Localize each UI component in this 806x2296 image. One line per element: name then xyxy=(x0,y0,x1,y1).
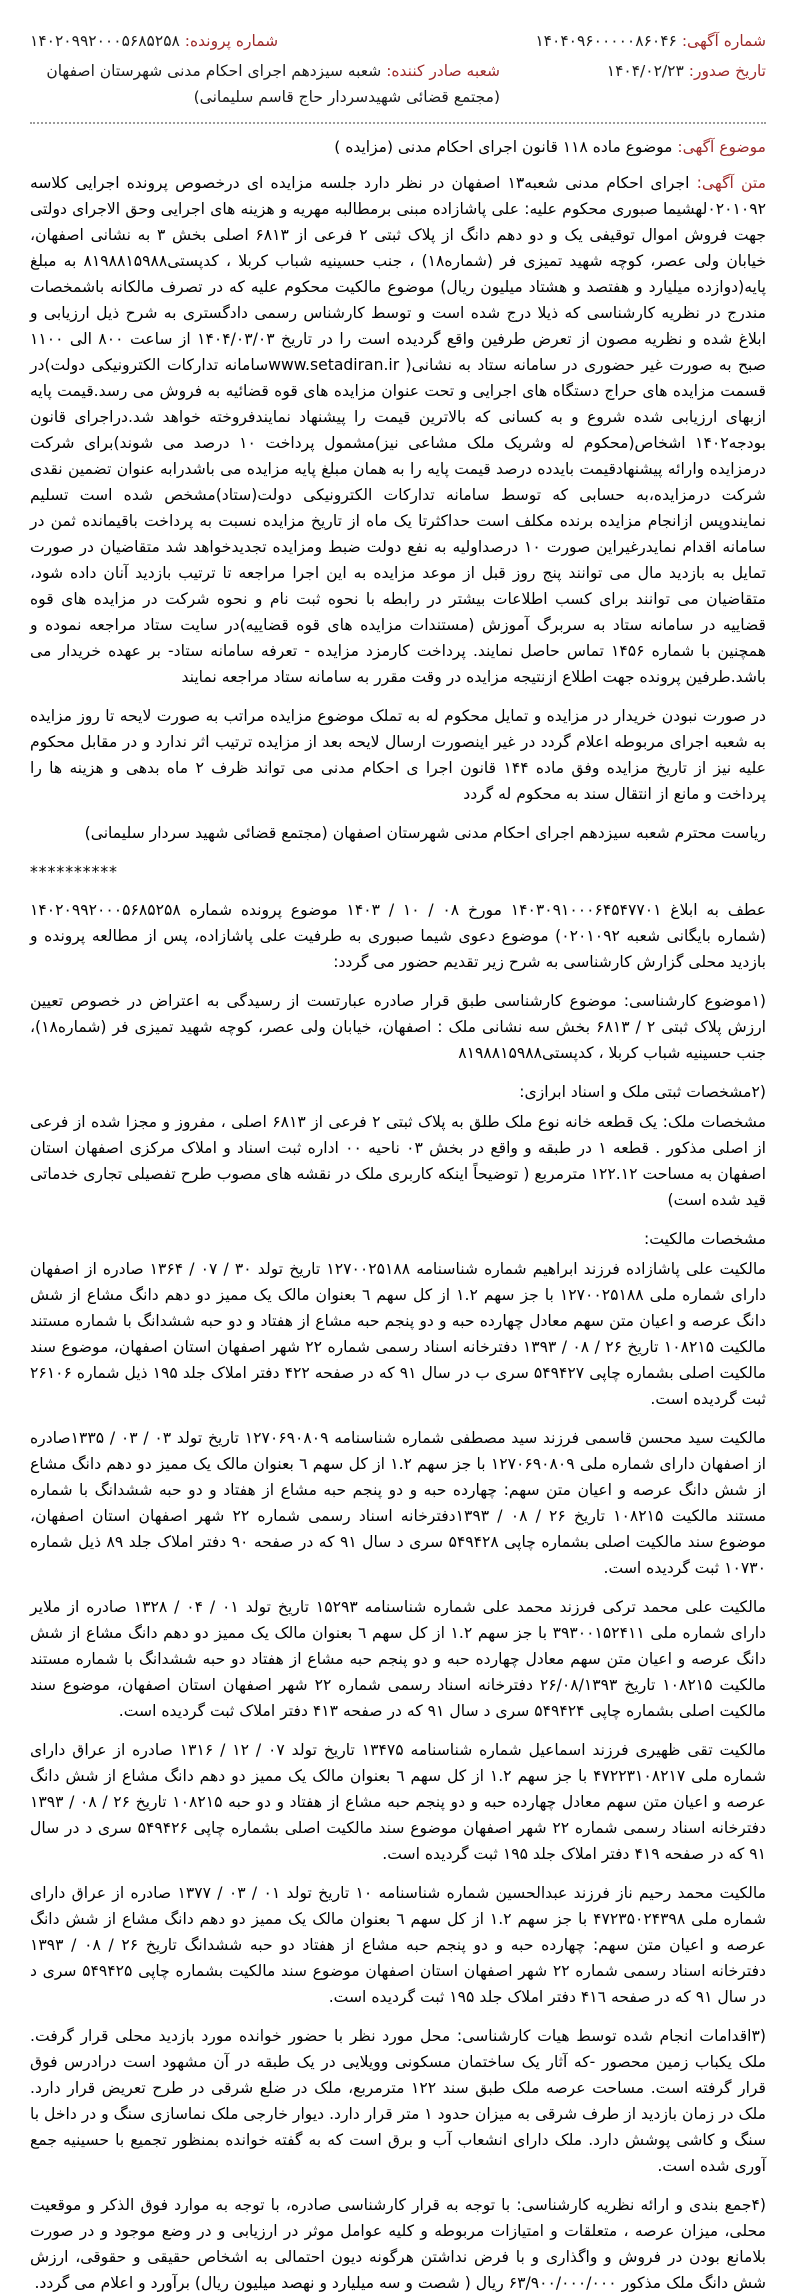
item-3: (۳اقدامات انجام شده توسط هیات کارشناسی: محل مورد نظر با حضور خوانده مورد بازدید محلی قرار گرفت. ملک یکباب زمین محصور -که آثار یک ساختمان مسکونی وویلایی در یک طبقه در آن مشهود است درادرس فوق قرار گرفته است. مساحت عرصه ملک طبق سند ۱۲۲ مترمربع، ملک در ضلع شرقی در طرح تعریض قرار دارد. ملک در زمان بازدید از طرف شرقی به میزان حدود ۱ متر قرار دارد. دیوار خارجی ملک نماسازی سنگ و در داخل با سنگ و کاشی پوشش دارد. ملک دارای انشعاب آب و برق است که به گفته خوانده بمنظور تجمیع با حسینیه جمع آوری شده است. xyxy=(30,2027,766,2175)
reference-paragraph: عطف به ابلاغ ۱۴۰۳۰۹۱۰۰۰۶۴۵۴۷۷۰۱ مورخ ۰۸ / ۱۰ / ۱۴۰۳ موضوع پرونده شماره ۱۴۰۲۰۹۹۲۰۰۰۵۶۸۵۲۵۸ (شماره بایگانی شعبه ۰۲۰۱۰۹۲) موضوع دعوی شیما صبوری به طرفیت علی پاشازاده، پس از مطالعه پرونده و بازدید محلی گزارش کارشناسی به شرح زیر تقدیم حضور می گردد: xyxy=(30,901,767,971)
subject xyxy=(30,134,766,160)
owner-3: مالکیت علی محمد ترکی فرزند محمد علی شماره شناسنامه ۱۵۲۹۳ تاریخ تولد ۰۱ / ۰۴ / ۱۳۲۸ صادره از ملایر دارای شماره ملی ۳۹۳۰۰۱۵۲۴۱۱ با جز سهم ۱.۲ از کل سهم ٦ بعنوان مالک یک ممیز دو دهم دانگ مشاع از شش دانگ عرصه و اعیان متن سهم معادل چهارده حبه و دو پنجم حبه مشاع از هفتاد دو حبه ششدانگ با شماره مستند مالکیت ۱۰۸۲۱۵ تاریخ ۲۶/۰۸/۱۳۹۳ دفترخانه اسناد رسمی شماره ۲۲ شهر اصفهان استان اصفهان، موضوع سند مالکیت اصلی بشماره چاپی ۵۴۹۴۲۴ سری د سال ۹۱ که در صفحه ۴۱۳ دفتر املاک ثبت گردیده است. xyxy=(30,1598,767,1720)
item-2-specs: مشخصات ملک: یک قطعه خانه نوع ملک طلق به پلاک ثبتی ۲ فرعی از ۶۸۱۳ اصلی ، مفروز و مجزا شده از فرعی از اصلی مذکور . قطعه ۱ در طبقه و واقع در بخش ۰۳ ناحیه ۰۰ اداره ثبت اسناد و املاک مرکزی اصفهان استان اصفهان به مساحت ۱۲۲.۱۲ مترمربع ( توضیحاً اینکه کاربری ملک در نقشه های مصوب طرح تفصیلی تجاری خدماتی قید شده است) xyxy=(30,1113,767,1209)
owner-2: مالکیت سید محسن قاسمی فرزند سید مصطفی شماره شناسنامه ۱۲۷۰۶۹۰۸۰۹ تاریخ تولد ۰۳ / ۰۳ / ۱۳۳۵صادره از اصفهان دارای شماره ملی ۱۲۷۰۶۹۰۸۰۹ با جز سهم ۱.۲ از کل سهم ٦ بعنوان مالک یک ممیز دو دهم دانگ مشاع از شش دانگ عرصه و اعیان متن سهم: چهارده حبه و دو پنجم حبه مشاع از هفتاد و دو حبه ششدانگ با شماره مستند مالکیت ۱۰۸۲۱۵ تاریخ ۲۶ / ۰۸ / ۱۳۹۳دفترخانه اسناد رسمی شماره ۲۲ شهر اصفهان استان اصفهان، موضوع سند مالکیت اصلی بشماره چاپی ۵۴۹۴۲۸ سری د سال ۹۱ که در صفحه ۹۰ دفتر املاک جلد ۸۹ ذیل شماره ۱۰۷۳۰ ثبت گردیده است. xyxy=(30,1429,767,1577)
file-number xyxy=(30,28,278,54)
owner-4: مالکیت تقی ظهیری فرزند اسماعیل شماره شناسنامه ۱۳۴۷۵ تاریخ تولد ۰۷ / ۱۲ / ۱۳۱۶ صادره از عراق دارای شماره ملی ۴۷۲۲۳۱۰۸۲۱۷ با جز سهم ۱.۲ از کل سهم ٦ بعنوان مالک یک ممیز دو دهم دانگ مشاع از شش دانگ عرصه و اعیان متن سهم معادل چهارده حبه و دو پنجم حبه مشاع از هفتاد و دو حبه ۱۰۸۲۱۵ تاریخ ۲۶ / ۰۸ / ۱۳۹۳ دفترخانه اسناد رسمی شماره ۲۲ شهر اصفهان موضوع سند مالکیت اصلی بشماره چاپی ۵۴۹۴۲۶ سری د در سال ۹۱ که در صفحه ۴۱۹ دفتر املاک جلد ۱۹۵ ثبت گردیده است. xyxy=(30,1741,767,1863)
issue-date xyxy=(607,58,766,110)
ownership-title: مشخصات مالکیت: xyxy=(644,1230,766,1248)
file-number-value: ۱۴۰۲۰۹۹۲۰۰۰۵۶۸۵۲۵۸ xyxy=(30,32,180,50)
ad-number xyxy=(535,28,766,54)
signature-line: ریاست محترم شعبه سیزدهم اجرای احکام مدنی شهرستان اصفهان (مجتمع قضائی شهید سردار سلیمانی) xyxy=(84,824,766,842)
issuer-label: شعبه صادر کننده: xyxy=(386,62,500,80)
owner-1: مالکیت علی پاشازاده فرزند ابراهیم شماره شناسنامه ۱۲۷۰۰۲۵۱۸۸ تاریخ تولد ۳۰ / ۰۷ / ۱۳۶۴ صادره از اصفهان دارای شماره ملی ۱۲۷۰۰۲۵۱۸۸ با جز سهم ۱.۲ از کل سهم ٦ بعنوان مالک یک ممیز دو دهم دانگ مشاع از شش دانگ عرصه و اعیان متن سهم معادل چهارده حبه و دو پنجم حبه مشاع از هفتاد و دو حبه ششدانگ با شماره مستند مالکیت ۱۰۸۲۱۵ تاریخ ۲۶ / ۰۸ / ۱۳۹۳ دفترخانه اسناد رسمی شماره ۲۲ شهر اصفهان استان اصفهان، موضوع سند مالکیت اصلی بشماره چاپی ۵۴۹۴۲۷ سری ب در سال ۹۱ که در صفحه ۴۲۲ دفتر املاک جلد ۱۹۵ ذیل شماره ۲۶۱۰۶ ثبت گردیده است. xyxy=(30,1260,766,1408)
issuer-value: شعبه سیزدهم اجرای احکام مدنی شهرستان اصفهان (مجتمع قضائی شهیدسردار حاج قاسم سلیمانی) xyxy=(46,62,500,106)
ad-body xyxy=(30,170,766,2296)
item-4: (۴جمع بندی و ارائه نظریه کارشناسی: با توجه به قرار کارشناسی صادره، با توجه به موارد فوق الذکر و موقعیت محلی، میزان عرصه ، متعلقات و امتیازات مربوطه و کلیه عوامل موثر در ارزیابی و در وضع موجود و در صورت بلامانع بودن در فروش و واگذاری و با فرض نداشتن هرگونه دیون احتمالی به اشخاص حقیقی و حقوقی، ارزش شش دانگ ملک مذکور ۶۳/۹۰۰/۰۰۰/۰۰۰ ریال ( شصت و سه میلیارد و نهصد میلیون ریال) برآورد و اعلام می گردد. xyxy=(30,2196,766,2292)
subject-text: موضوع ماده ۱۱۸ قانون اجرای احکام مدنی (مزایده ) xyxy=(334,138,673,156)
body-label: متن آگهی: xyxy=(696,174,766,192)
ad-number-value: ۱۴۰۴۰۹۶۰۰۰۰۰۸۶۰۴۶ xyxy=(535,32,677,50)
owner-5: مالکیت محمد رحیم ناز فرزند عبدالحسین شماره شناسنامه ۱۰ تاریخ تولد ۰۱ / ۰۳ / ۱۳۷۷ صادره از عراق دارای شماره ملی ۴۷۲۳۵۰۲۴۳۹۸ با جز سهم ۱.۲ از کل سهم ٦ بعنوان مالک یک ممیز دو دهم دانگ مشاع از شش دانگ عرصه و اعیان متن سهم: چهارده حبه و دو پنجم حبه مشاع از هفتاد دو حبه ششدانگ تاریخ ۲۶ / ۰۸ / ۱۳۹۳ دفترخانه اسناد رسمی شماره ۲۲ شهر اصفهان استان اصفهان موضوع سند مالکیت بشماره چاپی ۵۴۹۴۲۵ سری د در سال ۹۱ که در صفحه ۴۱٦ دفتر املاک جلد ۱۹۵ ثبت گردیده است. xyxy=(30,1884,767,2006)
intro-paragraph xyxy=(30,170,766,690)
stars-separator: ********** xyxy=(30,863,118,881)
header-row-1 xyxy=(30,28,766,54)
item-1: (۱موضوع کارشناسی: موضوع کارشناسی طبق قرار صادره عبارتست از رسیدگی به اعتراض در خصوص تعیین ارزش پلاک ثبتی ۲ / ۶۸۱۳ بخش سه نشانی ملک : اصفهان، خیابان ولی عصر، کوچه شهید تمیزی فر (شماره۱۸)، جنب حسینیه شباب کربلا ، کدپستی۸۱۹۸۸۱۵۹۸۸ xyxy=(30,992,767,1062)
ad-number-label: شماره آگهی: xyxy=(681,32,766,50)
header-row-2 xyxy=(30,58,766,110)
issuer xyxy=(30,58,500,110)
header-divider xyxy=(30,122,766,124)
issue-date-label: تاریخ صدور: xyxy=(688,62,766,80)
item-2-title: (۲مشخصات ثبتی ملک و اسناد ابرازی: xyxy=(519,1083,766,1101)
issue-date-value: ۱۴۰۴/۰۲/۲۳ xyxy=(606,62,684,80)
intro-text: اجرای احکام مدنی شعبه۱۳ اصفهان در نظر دارد جلسه مزایده ای درخصوص پرونده اجرایی کلاسه ۰۲۰۱۰۹۲لهشیما صبوری محکوم علیه: علی پاشازاده مبنی برمطالبه مهریه و هزینه های اجرایی وحق الاجرای دولتی جهت فروش اموال توقیفی یک و دو دهم دانگ از پلاک ثبتی ۲ فرعی از ۶۸۱۳ اصلی بخش ۳ به نشانی اصفهان، خیابان ولی عصر، کوچه شهید تمیزی فر (شماره۱۸) ، جنب حسینیه شباب کربلا ، کدپستی۸۱۹۸۸۱۵۹۸۸ به مبلغ پایه(دوازده میلیارد و هفتصد و هشتاد میلیون ریال) موضوع مالکیت محکوم علیه که در تصرف مالکانه باشمخصات مندرج در نظریه کارشناسی که ذیلا درج شده است و توسط کارشناس رسمی دادگستری به شرح ذیل ارزیابی و ابلاغ شده و نظریه مصون از تعرض طرفین واقع گردیده است را در تاریخ ۱۴۰۴/۰۳/۰۳ از ساعت ۸۰۰ الی ۱۱۰۰ صبح به صورت غیر حضوری در سامانه ستاد به نشانی( www.setadiran.irسامانه تدارکات الکترونیکی دولت)در قسمت مزایده های حراج دستگاه های اجرایی و تحت عنوان مزایده های قوه قضائیه به فروش می رسد.قیمت پایه ازبهای ارزیابی شده شروع و به کسانی که بالاترین قیمت را پیشنهاد نمایندفروخته خواهد شد.دراجرای قانون بودجه۱۴۰۲ اشخاص(محکوم له وشریک ملک مشاعی نیز)مشمول پرداخت ۱۰ درصد می شوند)برای شرکت درمزایده وارائه پیشنهادقیمت بایدده درصد قیمت پایه را به همان مبلغ پایه مزایده می باشدرابه عنوان تضمین نقدی شرکت درمزایده،به حسابی که توسط سامانه تدارکات الکترونیکی دولت(ستاد)مشخص شده است تسلیم نمایندوپس ازانجام مزایده برنده مکلف است حداکثرتا یک ماه از تاریخ مزایده نسبت به پرداخت باقیمانده ثمن در سامانه اقدام نمایدرغیراین صورت ۱۰ درصداولیه به نفع دولت ضبط ومزایده تجدیدخواهد شد متقاضیان در صورت تمایل به بازدید مال می توانند پنج روز قبل از موعد مزایده به این اجرا مراجعه تا ترتیب بازدید آنان داده شود، متقاضیان می توانند برای کسب اطلاعات بیشتر در رابطه با نحوه ثبت نام و نحوه شرکت در مزایده های قوه قضاییه در سامانه ستاد به سربرگ آموزش (مستندات مزایده های قوه قضاییه)در سایت ستاد مراجعه نموده و همچنین با شماره ۱۴۵۶ تماس حاصل نمایند. پرداخت کارمزد مزایده - تعرفه سامانه ستاد- بر عهده خریدار می باشد.طرفین پرونده جهت اطلاع ازنتیجه مزایده در وقت مقرر به سامانه ستاد مراجعه نمایند xyxy=(30,174,767,686)
no-buyer-paragraph: در صورت نبودن خریدار در مزایده و تمایل محکوم له به تملک موضوع مزایده مراتب به صورت لایحه تا روز مزایده به شعبه اجرای مربوطه اعلام گردد در غیر اینصورت ارسال لایحه بعد از مزایده ترتیب اثر ندارد و در مقابل محکوم علیه نیز از تاریخ مزایده وفق ماده ۱۴۴ قانون اجرا ی احکام مدنی می تواند ظرف ۲ ماه بدهی و هزینه ها را پرداخت و مانع از انتقال سند به محکوم له گردد xyxy=(30,707,766,803)
file-number-label: شماره پرونده: xyxy=(184,32,279,50)
subject-label: موضوع آگهی: xyxy=(677,138,766,156)
